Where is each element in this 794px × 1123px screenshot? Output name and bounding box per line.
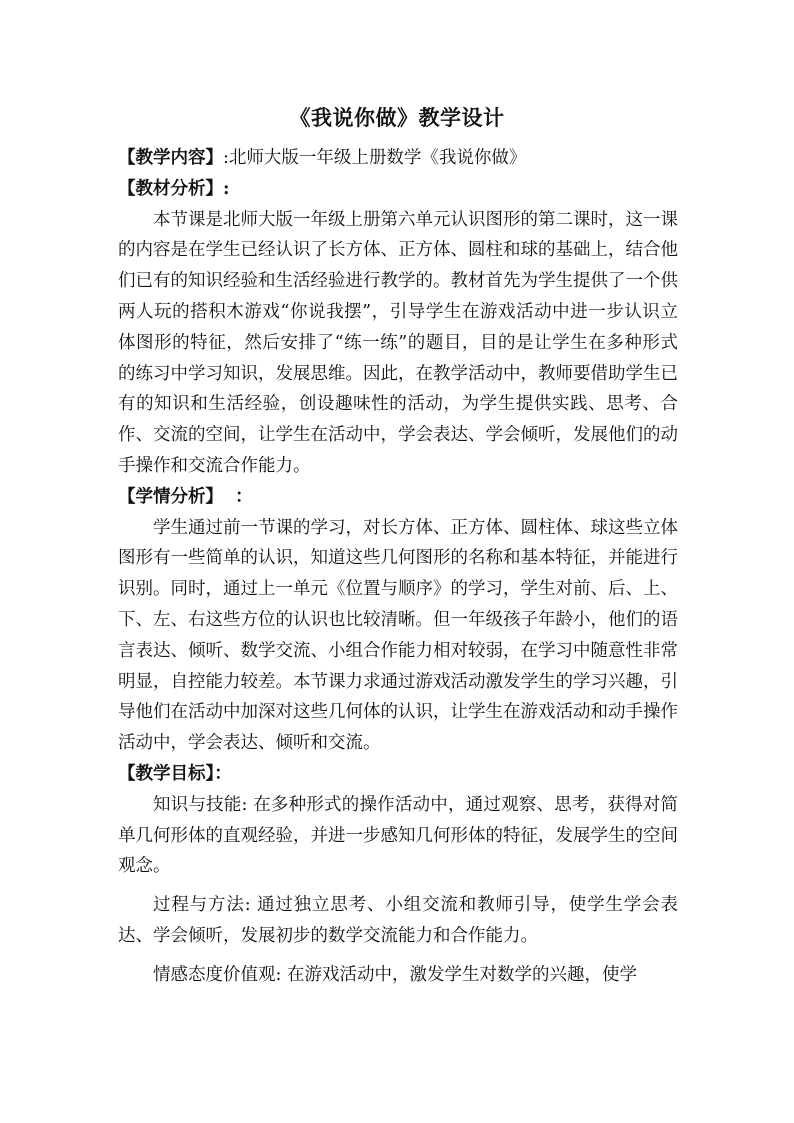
paragraph: 学生通过前一节课的学习，对长方体、正方体、圆柱体、球这些立体图形有一些简单的认识，知道这些几何图形的名称和基本特征，并能进行识别。同时，通过上一单元《位置与顺序》的学习，学生对前、后、上、下、左、右这些方位的认识也比较清晰。但一年级孩子年龄小，他们的语言表达、倾听、数学交流、小组合作能力相对较弱，在学习中随意性非常明显，自控能力较差。本节课力求通过游戏活动激发学生的学习兴趣，引导他们在活动中加深对这些几何体的认识，让学生在游戏活动和动手操作活动中，学会表达、倾听和交流。 bbox=[118, 517, 678, 754]
section-material-analysis bbox=[118, 205, 678, 482]
section-heading-label: 【教材分析】 bbox=[118, 178, 223, 199]
section-heading-suffix: ： bbox=[223, 486, 253, 507]
paragraph: 过程与方法: 通过独立思考、小组交流和教师引导，使学生学会表达、学会倾听，发展初步的数学交流能力和合作能力。 bbox=[118, 895, 678, 946]
section-heading-label: 【学情分析】 bbox=[118, 486, 223, 507]
section-heading bbox=[118, 174, 678, 205]
content-value: :北师大版一年级上册数学《我说你做》 bbox=[223, 148, 527, 168]
section-heading-suffix: : bbox=[223, 178, 230, 199]
paragraph: 知识与技能: 在多种形式的操作活动中，通过观察、思考，获得对简单几何形体的直观经验，并进一步感知几何形体的特征，发展学生的空间观念。 bbox=[118, 794, 678, 877]
section-heading-suffix: ： bbox=[214, 763, 232, 784]
content-label: 【教学内容】 bbox=[118, 148, 223, 168]
section-student-analysis bbox=[118, 513, 678, 759]
document-body bbox=[118, 143, 678, 991]
paragraph: 本节课是北师大版一年级上册第六单元认识图形的第二课时，这一课的内容是在学生已经认识了长方体、正方体、圆柱和球的基础上，结合他们已有的知识经验和生活经验进行教学的。教材首先为学生提供了一个供两人玩的搭积木游戏“你说我摆”，引导学生在游戏活动中进一步认识立体图形的特征，然后安排了“练一练”的题目，目的是让学生在多种形式的练习中学习知识，发展思维。因此，在教学活动中，教师要借助学生已有的知识和生活经验，创设趣味性的活动，为学生提供实践、思考、合作、交流的空间，让学生在活动中，学会表达、学会倾听，发展他们的动手操作和交流合作能力。 bbox=[118, 209, 678, 476]
section-heading-label: 【教学目标】 bbox=[118, 763, 215, 784]
paragraph: 情感态度价值观: 在游戏活动中，激发学生对数学的兴趣，使学 bbox=[153, 964, 637, 985]
section-teaching-goals bbox=[118, 790, 678, 991]
content-line bbox=[118, 143, 678, 174]
document-title: 《我说你做》教学设计 bbox=[289, 105, 505, 130]
section-heading bbox=[118, 482, 678, 513]
section-heading bbox=[118, 759, 678, 790]
